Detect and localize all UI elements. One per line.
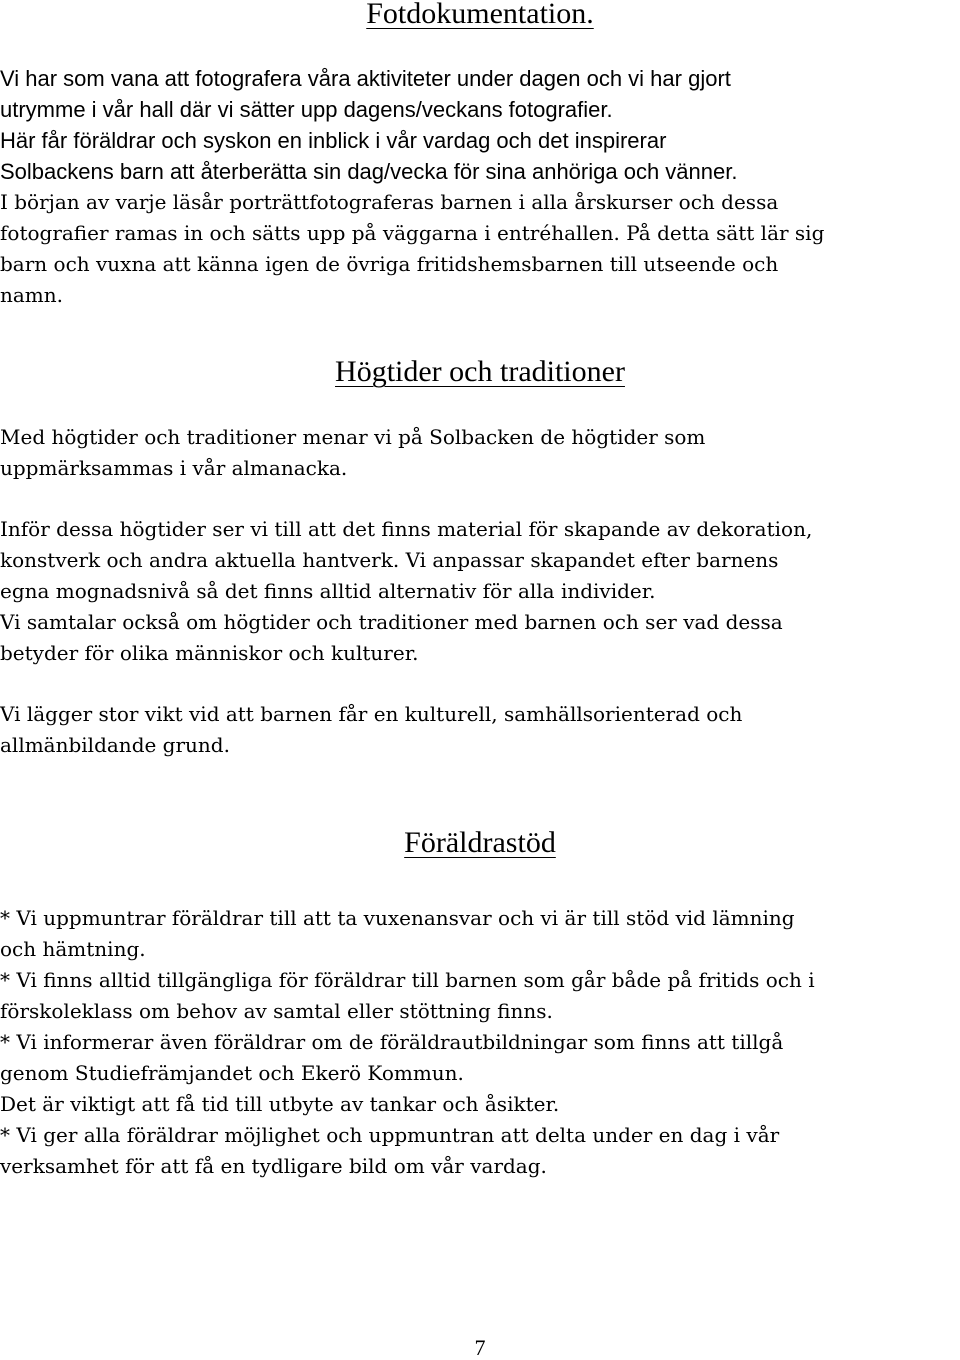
text-line: utrymme i vår hall där vi sätter upp dagens/veckans fotografier. [0,97,613,122]
text-line: uppmärksammas i vår almanacka. [0,456,348,480]
text-line: Vi samtalar också om högtider och traditioner med barnen och ser vad dessa [0,610,783,634]
text-line: Här får föräldrar och syskon en inblick i vår vardag och det inspirerar [0,128,667,153]
text-line: allmänbildande grund. [0,733,230,757]
page-number: 7 [474,1335,486,1360]
paragraph-hogtider-2 [0,514,960,669]
text-line: konstverk och andra aktuella hantverk. Vi anpassar skapandet efter barnens [0,548,779,572]
text-line: barn och vuxna att känna igen de övriga fritidshemsbarnen till utseende och [0,252,779,276]
text-line: Solbackens barn att återberätta sin dag/vecka för sina anhöriga och vänner. [0,159,738,184]
text-line: * Vi uppmuntrar föräldrar till att ta vuxenansvar och vi är till stöd vid lämning [0,906,795,930]
text-line: Inför dessa högtider ser vi till att det finns material för skapande av dekoration, [0,517,813,541]
text-line: och hämtning. [0,937,146,961]
text-line: namn. [0,283,64,307]
section-heading-hogtider: Högtider och traditioner [335,355,625,388]
text-line: Vi lägger stor vikt vid att barnen får en kulturell, samhällsorienterad och [0,702,743,726]
text-line: * Vi informerar även föräldrar om de föräldrautbildningar som finns att tillgå [0,1030,784,1054]
text-line: genom Studiefrämjandet och Ekerö Kommun. [0,1061,464,1085]
text-line: * Vi finns alltid tillgängliga för föräldrar till barnen som går både på fritids och i [0,968,815,992]
paragraph-fotdokumentation-1 [0,63,960,187]
section-heading-fotdokumentation: Fotdokumentation. [366,0,594,30]
text-line: förskoleklass om behov av samtal eller stöttning finns. [0,999,553,1023]
text-line: egna mognadsnivå så det finns alltid alternativ för alla individer. [0,579,656,603]
text-line: Vi har som vana att fotografera våra aktiviteter under dagen och vi har gjort [0,66,731,91]
paragraph-hogtider-3 [0,699,960,761]
section-heading-foraldrastod: Föräldrastöd [404,826,556,859]
text-line: verksamhet för att få en tydligare bild om vår vardag. [0,1154,547,1178]
text-line: betyder för olika människor och kulturer. [0,641,419,665]
text-line: Med högtider och traditioner menar vi på Solbacken de högtider som [0,425,706,449]
text-line: fotografier ramas in och sätts upp på väggarna i entréhallen. På detta sätt lär sig [0,221,825,245]
text-line: * Vi ger alla föräldrar möjlighet och uppmuntran att delta under en dag i vår [0,1123,780,1147]
paragraph-fotdokumentation-2 [0,187,960,311]
text-line: Det är viktigt att få tid till utbyte av tankar och åsikter. [0,1092,560,1116]
paragraph-foraldrastod [0,903,960,1182]
paragraph-hogtider-1 [0,422,960,484]
text-line: I början av varje läsår porträttfotograferas barnen i alla årskurser och dessa [0,190,779,214]
